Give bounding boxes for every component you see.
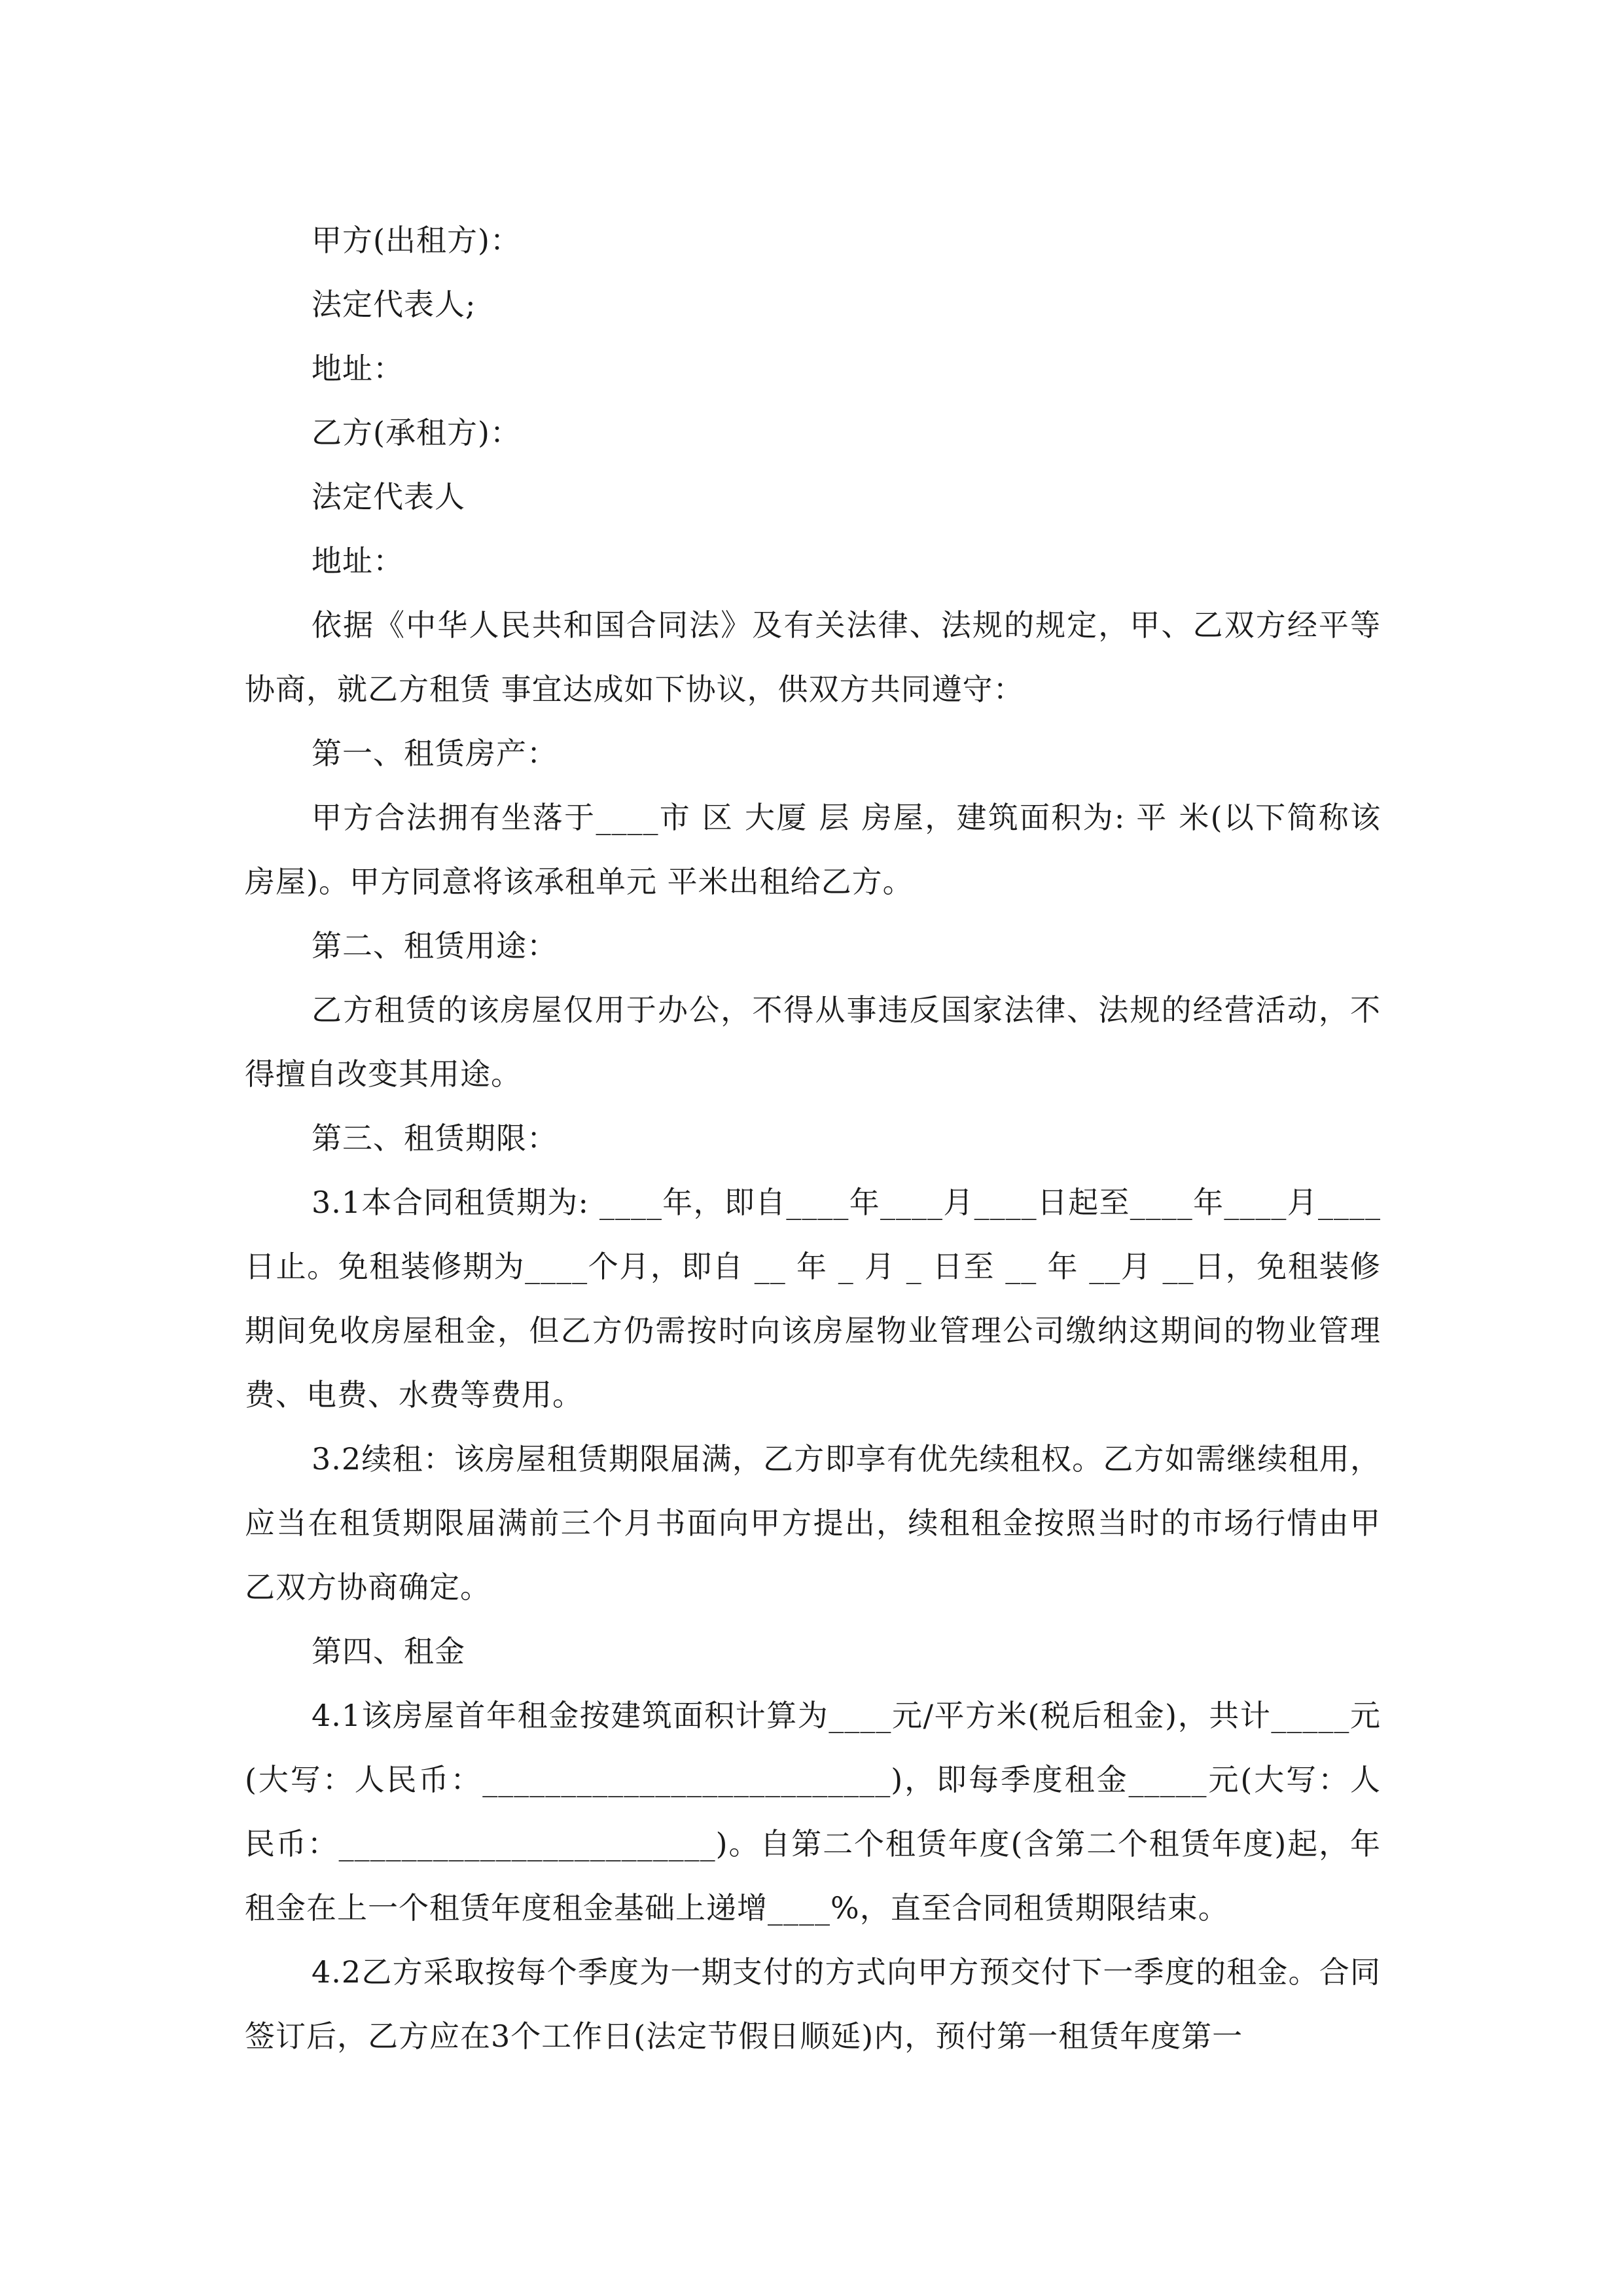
section-4-heading: 第四、租金 [312,1634,465,1669]
party-b-address: 地址： [312,543,404,579]
section-2-heading: 第二、租赁用途： [312,928,558,963]
party-b-heading: 乙方(承租方)： [312,415,521,450]
section-1-body: 甲方合法拥有坐落于____市 区 大厦 层 房屋，建筑面积为: 平 米(以下简称该房屋)。甲方同意将该承租单元 平米出租给乙方。 [245,800,1381,899]
clause-3-2: 3.2续租：该房屋租赁期限届满，乙方即享有优先续租权。乙方如需继续租用，应当在租赁期限届满前三个月书面向甲方提出，续租租金按照当时的市场行情由甲乙双方协商确定。 [245,1441,1381,1605]
clause-3-1: 3.1本合同租赁期为: ____年，即自____年____月____日起至____年____月____日止。免租装修期为____个月，即自 __ 年 _ 月 _ 日至 __ 年 __月 __日，免租装修期间免收房屋租金，但乙方仍需按时向该房屋物业管理公司缴纳这期间的物业管理费、电费、水费等费用。 [245,1185,1381,1412]
party-b-representative: 法定代表人 [312,479,465,514]
party-a-representative: 法定代表人; [312,287,476,322]
party-a-address: 地址： [312,351,404,386]
section-1-heading: 第一、租赁房产： [312,736,558,771]
section-2-body: 乙方租赁的该房屋仅用于办公，不得从事违反国家法律、法规的经营活动，不得擅自改变其用途。 [245,992,1381,1092]
preamble-paragraph: 依据《中华人民共和国合同法》及有关法律、法规的规定，甲、乙双方经平等协商，就乙方租赁 事宜达成如下协议，供双方共同遵守： [245,607,1381,707]
party-a-heading: 甲方(出租方)： [312,223,521,258]
section-3-heading: 第三、租赁期限： [312,1121,558,1156]
clause-4-1: 4.1该房屋首年租金按建筑面积计算为____元/平方米(税后租金)，共计_____元(大写：人民币：__________________________)，即每季度租金_____元(大写：人民币：________________________)。自第二个租赁年度(含第二个租赁年度)起，年租金在上一个租赁年度租金基础上递增____%，直至合同租赁期限结束。 [245,1698,1381,1926]
clause-4-2: 4.2乙方采取按每个季度为一期支付的方式向甲方预交付下一季度的租金。合同签订后，乙方应在3个工作日(法定节假日顺延)内，预付第一租赁年度第一 [245,1954,1381,2054]
document-body [245,208,1381,2068]
